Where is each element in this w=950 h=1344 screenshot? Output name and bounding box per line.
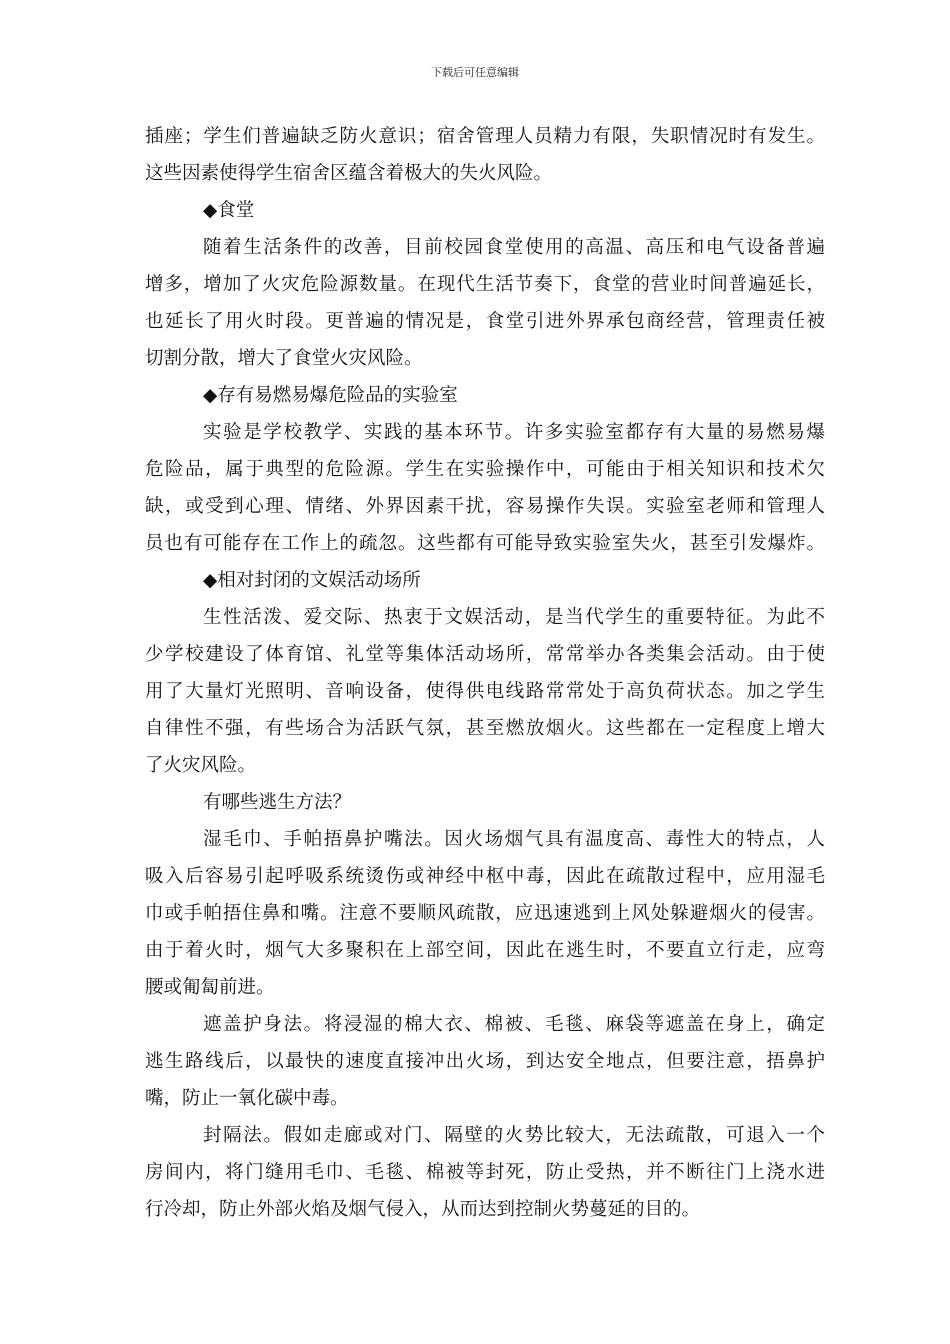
text-line: 逃生路线后，以最快的速度直接冲出火场，到达安全地点，但要注意，捂鼻护 xyxy=(145,1051,825,1072)
text-line: 巾或手帕捂住鼻和嘴。注意不要顺风疏散，应迅速逃到上风处躲避烟火的侵害。 xyxy=(145,903,825,924)
text-line: 插座；学生们普遍缺乏防火意识；宿舍管理人员精力有限，失职情况时有发生。 xyxy=(145,126,825,147)
page-header-note: 下载后可任意编辑 xyxy=(431,66,519,79)
text-line: 行冷却，防止外部火焰及烟气侵入，从而达到控制火势蔓延的目的。 xyxy=(145,1199,701,1220)
text-line: 了火灾风险。 xyxy=(145,755,257,776)
section-heading-canteen: ◆食堂 xyxy=(203,200,255,221)
text-line: 吸入后容易引起呼吸系统烫伤或神经中枢中毒，因此在疏散过程中，应用湿毛 xyxy=(145,866,825,887)
text-line: 遮盖护身法。将浸湿的棉大衣、棉被、毛毯、麻袋等遮盖在身上，确定 xyxy=(203,1014,825,1035)
text-line: 嘴，防止一氧化碳中毒。 xyxy=(145,1088,349,1109)
text-line: 这些因素使得学生宿舍区蕴含着极大的失火风险。 xyxy=(145,163,553,184)
text-line: 也延长了用火时段。更普遍的情况是，食堂引进外界承包商经营，管理责任被 xyxy=(145,311,825,332)
text-line: 自律性不强，有些场合为活跃气氛，甚至燃放烟火。这些都在一定程度上增大 xyxy=(145,718,825,739)
text-line: 员也有可能存在工作上的疏忽。这些都有可能导致实验室失火，甚至引发爆炸。 xyxy=(145,533,825,554)
text-line: 随着生活条件的改善，目前校园食堂使用的高温、高压和电气设备普遍 xyxy=(203,237,825,258)
question-heading: 有哪些逃生方法？ xyxy=(203,792,352,813)
text-line: 房间内，将门缝用毛巾、毛毯、棉被等封死，防止受热，并不断往门上浇水进 xyxy=(145,1162,825,1183)
text-line: 切割分散，增大了食堂火灾风险。 xyxy=(145,348,423,369)
document-body xyxy=(145,118,825,1228)
text-line: 危险品，属于典型的危险源。学生在实验操作中，可能由于相关知识和技术欠 xyxy=(145,459,825,480)
section-heading-laboratory: ◆存有易燃易爆危险品的实验室 xyxy=(203,385,458,406)
text-line: 湿毛巾、手帕捂鼻护嘴法。因火场烟气具有温度高、毒性大的特点，人 xyxy=(203,829,825,850)
text-line: 少学校建设了体育馆、礼堂等集体活动场所，常常举办各类集会活动。由于使 xyxy=(145,644,825,665)
text-line: 封隔法。假如走廊或对门、隔壁的火势比较大，无法疏散，可退入一个 xyxy=(203,1125,825,1146)
text-line: 用了大量灯光照明、音响设备，使得供电线路常常处于高负荷状态。加之学生 xyxy=(145,681,825,702)
text-line: 增多，增加了火灾危险源数量。在现代生活节奏下，食堂的营业时间普遍延长， xyxy=(145,274,825,295)
section-heading-venue: ◆相对封闭的文娱活动场所 xyxy=(203,570,421,591)
text-line: 由于着火时，烟气大多聚积在上部空间，因此在逃生时，不要直立行走，应弯 xyxy=(145,940,825,961)
text-line: 实验是学校教学、实践的基本环节。许多实验室都存有大量的易燃易爆 xyxy=(203,422,825,443)
text-line: 缺，或受到心理、情绪、外界因素干扰，容易操作失误。实验室老师和管理人 xyxy=(145,496,825,517)
text-line: 生性活泼、爱交际、热衷于文娱活动，是当代学生的重要特征。为此不 xyxy=(203,607,825,628)
text-line: 腰或匍匐前进。 xyxy=(145,977,275,998)
